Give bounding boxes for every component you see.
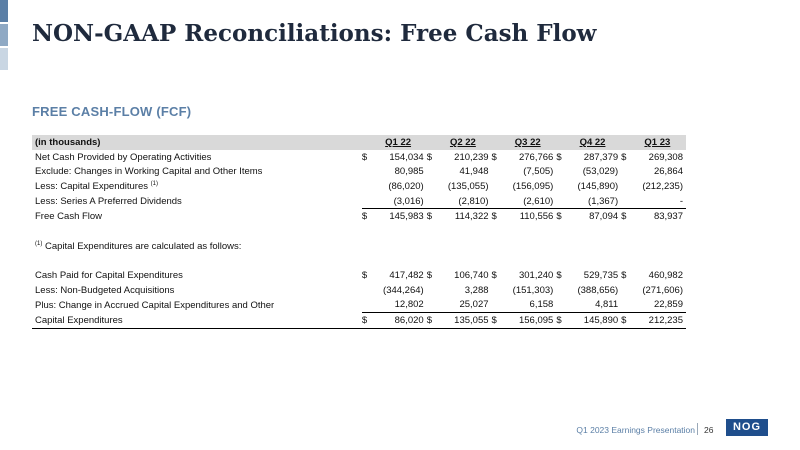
currency-symbol: $ (427, 313, 438, 329)
currency-symbol: $ (426, 270, 432, 282)
cell-value: 3,288 (464, 284, 489, 296)
cell-value: 12,802 (394, 299, 424, 311)
section-subtitle: FREE CASH-FLOW (FCF) (32, 104, 192, 119)
currency-symbol: $ (361, 270, 368, 282)
currency-symbol: $ (556, 313, 567, 329)
row-label: Free Cash Flow (35, 211, 103, 223)
page-number: 26 (704, 425, 714, 435)
row-label: Less: Non-Budgeted Acquisitions (35, 284, 175, 296)
footer-presentation-title: Q1 2023 Earnings Presentation (576, 425, 695, 435)
row-label: Capital Expenditures (32, 313, 362, 329)
cell-value: 301,240 (518, 270, 554, 282)
currency-symbol: $ (362, 209, 373, 224)
cell-value: 4,811 (595, 299, 619, 311)
cell-value: 87,094 (567, 209, 621, 224)
cell-value: (212,235) (642, 180, 683, 192)
table-row (32, 150, 686, 165)
currency-symbol: $ (621, 313, 632, 329)
cell-value: 6,158 (529, 299, 554, 311)
currency-symbol: $ (492, 313, 503, 329)
company-logo: NOG (726, 419, 768, 436)
cell-value: 276,766 (518, 151, 554, 163)
cell-value: (271,606) (642, 284, 683, 296)
currency-symbol: $ (426, 151, 432, 163)
table-row (32, 283, 686, 298)
spacer-row (32, 224, 686, 239)
cell-value: 83,937 (632, 209, 686, 224)
slide-title: NON-GAAP Reconciliations: Free Cash Flow (32, 20, 597, 47)
table-header-row (32, 135, 686, 150)
cell-value: 269,308 (648, 151, 683, 163)
table-row-total (32, 313, 686, 329)
cell-value: 417,482 (389, 270, 424, 282)
quarter-header: Q1 23 (632, 135, 686, 150)
unit-label: (in thousands) (32, 135, 362, 150)
cell-value: (388,656) (577, 284, 619, 296)
table-row (32, 194, 686, 209)
cell-value: (135,055) (447, 180, 489, 192)
currency-symbol: $ (621, 209, 632, 224)
row-label: Plus: Change in Accrued Capital Expenditures and Other (35, 299, 275, 311)
table-row (32, 298, 686, 313)
cell-value: 145,983 (372, 209, 426, 224)
currency-symbol: $ (556, 209, 567, 224)
cell-value: 114,322 (437, 209, 491, 224)
cell-value: 156,095 (502, 313, 556, 329)
accent-bar-middle (0, 24, 8, 46)
quarter-header: Q4 22 (567, 135, 621, 150)
cell-value: 145,890 (567, 313, 621, 329)
currency-symbol: $ (362, 313, 373, 329)
cell-value: (156,095) (512, 180, 554, 192)
currency-symbol: $ (492, 209, 503, 224)
table-row (32, 164, 686, 179)
cell-value: 287,379 (583, 151, 619, 163)
row-label: Net Cash Provided by Operating Activities (35, 151, 212, 163)
cell-value: 110,556 (502, 209, 556, 224)
cell-value: 460,982 (648, 270, 683, 282)
footer-divider (697, 423, 698, 435)
cell-value: (344,264) (383, 284, 424, 296)
cell-value: 529,735 (583, 270, 619, 282)
cell-value: (86,020) (388, 180, 424, 192)
cell-value: (7,505) (523, 166, 554, 178)
quarter-header: Q1 22 (372, 135, 426, 150)
currency-symbol: $ (427, 209, 438, 224)
row-label: Exclude: Changes in Working Capital and Other Items (35, 166, 263, 178)
cell-value: 154,034 (389, 151, 424, 163)
currency-symbol: $ (556, 270, 562, 282)
cell-value: (2,610) (523, 195, 554, 207)
footnote: $^{(1)}$ Capital Expenditures are calculated as follows: (35, 240, 242, 252)
cell-value: (145,890) (577, 180, 619, 192)
cell-value: 80,985 (394, 166, 424, 178)
cell-value: 26,864 (653, 166, 683, 178)
cell-value: 210,239 (454, 151, 489, 163)
row-label: Less: Series A Preferred Dividends (35, 195, 182, 207)
currency-symbol: $ (491, 270, 497, 282)
currency-symbol: $ (621, 151, 627, 163)
cell-value: (53,029) (582, 166, 619, 178)
cell-value: (2,810) (458, 195, 489, 207)
footnote-marker: (1) (35, 240, 43, 247)
row-label: Less: Capital Expenditures $^{(1)}$ (35, 180, 158, 192)
footnote-ref: (1) (150, 180, 158, 187)
spacer-row (32, 254, 686, 269)
cell-value: - (679, 195, 683, 207)
currency-symbol: $ (491, 151, 497, 163)
cell-value: 25,027 (459, 299, 489, 311)
table-row-total (32, 209, 686, 224)
cell-value: 86,020 (372, 313, 426, 329)
currency-symbol: $ (556, 151, 562, 163)
cell-value: (3,016) (393, 195, 424, 207)
cell-value: (151,303) (512, 284, 554, 296)
footnote-row (32, 239, 686, 254)
cell-value: 135,055 (437, 313, 491, 329)
currency-symbol: $ (621, 270, 627, 282)
cell-value: 212,235 (632, 313, 686, 329)
table-row (32, 179, 686, 194)
cell-value: 41,948 (459, 166, 489, 178)
fcf-reconciliation-table (32, 135, 686, 329)
accent-bar-bottom (0, 48, 8, 70)
table-row (32, 268, 686, 283)
cell-value: 106,740 (454, 270, 489, 282)
row-label: Cash Paid for Capital Expenditures (35, 270, 183, 282)
cell-value: (1,367) (588, 195, 619, 207)
cell-value: 22,859 (653, 299, 683, 311)
quarter-header: Q3 22 (502, 135, 556, 150)
quarter-header: Q2 22 (437, 135, 491, 150)
currency-symbol: $ (361, 151, 368, 163)
accent-bar-top (0, 0, 8, 22)
